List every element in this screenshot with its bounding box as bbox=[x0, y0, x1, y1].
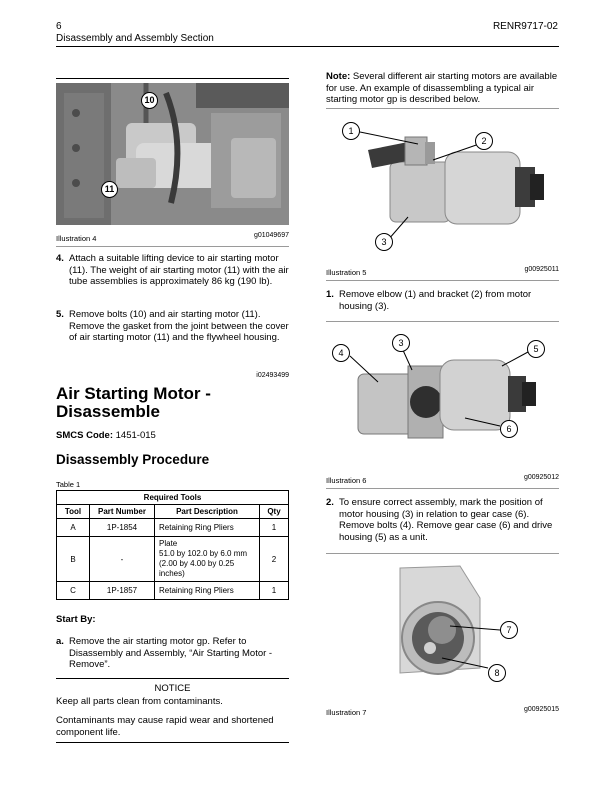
notice-top-rule bbox=[56, 678, 289, 679]
callout-3: 3 bbox=[375, 233, 393, 251]
step-5-number: 5. bbox=[56, 309, 64, 320]
table-caption: Table 1 bbox=[56, 480, 81, 489]
starter-motor-art-5 bbox=[330, 112, 555, 254]
table-row bbox=[57, 519, 289, 537]
cell-qty: 2 bbox=[260, 537, 289, 582]
callout-6: 6 bbox=[500, 420, 518, 438]
col-header-tool: Tool bbox=[57, 505, 90, 519]
illustration5-photo bbox=[330, 112, 555, 254]
engine-photo-art bbox=[56, 83, 289, 225]
note-paragraph bbox=[326, 71, 559, 106]
illustration4-top-rule bbox=[56, 78, 289, 79]
step-5 bbox=[56, 309, 289, 357]
illustration6-top-rule bbox=[326, 321, 559, 322]
illustration7-caption bbox=[326, 708, 559, 718]
callout-4: 4 bbox=[332, 344, 350, 362]
illustration7-label: Illustration 7 bbox=[326, 708, 367, 717]
note-text: Several different air starting motors are available for use. An example of disassembling a typical air starting motor gp is described below. bbox=[326, 71, 558, 105]
table-header-row bbox=[57, 505, 289, 519]
smcs-value: 1451-015 bbox=[115, 430, 156, 441]
cell-part-number: - bbox=[90, 537, 155, 582]
callout-2: 2 bbox=[475, 132, 493, 150]
callout-7: 7 bbox=[500, 621, 518, 639]
illustration5-caption bbox=[326, 268, 559, 278]
step-a-number: a. bbox=[56, 636, 64, 647]
notice-title: NOTICE bbox=[154, 683, 191, 694]
notice-bottom-rule bbox=[56, 742, 289, 743]
table-title: Required Tools bbox=[57, 491, 289, 505]
cell-description bbox=[155, 537, 260, 582]
required-tools-table bbox=[56, 490, 289, 600]
illustration7-top-rule bbox=[326, 553, 559, 554]
reference-id: i02493499 bbox=[256, 372, 289, 379]
step-1-text: Remove elbow (1) and bracket (2) from motor housing (3). bbox=[339, 289, 532, 312]
desc-line: 51.0 by 102.0 by 6.0 mm bbox=[159, 549, 248, 558]
start-by-label: Start By: bbox=[56, 614, 96, 625]
table-row bbox=[57, 537, 289, 582]
step-a-text: Remove the air starting motor gp. Refer to Disassembly and Assembly, “Air Starting Motor - Remove”. bbox=[69, 636, 273, 670]
col-header-part-description: Part Description bbox=[155, 505, 260, 519]
step-2-text: To ensure correct assembly, mark the position of motor housing (3) in relation to gear case (6). Remove bolts (4). Remove gear case (6) and drive housing (5) as a unit. bbox=[339, 497, 553, 543]
desc-line: inches) bbox=[159, 569, 185, 578]
illustration6-photo bbox=[330, 326, 555, 460]
section-heading-line2: Disassemble bbox=[56, 402, 160, 421]
section-title: Disassembly and Assembly Section bbox=[56, 33, 214, 44]
table-title-row bbox=[57, 491, 289, 505]
cell-tool: A bbox=[57, 519, 90, 537]
col-header-qty: Qty bbox=[260, 505, 289, 519]
illustration6-caption bbox=[326, 476, 559, 486]
cell-part-number: 1P-1857 bbox=[90, 582, 155, 600]
step-5-text: Remove bolts (10) and air starting motor (11). Remove the gasket from the joint between the cover of air starting motor (11) and the flywheel housing. bbox=[69, 309, 289, 343]
notice-line2: Contaminants may cause rapid wear and shortened component life. bbox=[56, 715, 274, 738]
illustration6-label: Illustration 6 bbox=[326, 476, 367, 485]
cell-description: Retaining Ring Pliers bbox=[155, 519, 260, 537]
desc-line: (2.00 by 4.00 by 0.25 bbox=[159, 559, 235, 568]
callout-11: 11 bbox=[101, 181, 118, 198]
header-rule bbox=[56, 46, 559, 47]
smcs-label: SMCS Code: bbox=[56, 430, 113, 441]
illustration4-photo bbox=[56, 83, 289, 225]
cell-description: Retaining Ring Pliers bbox=[155, 582, 260, 600]
procedure-heading: Disassembly Procedure bbox=[56, 452, 210, 467]
smcs-code bbox=[56, 430, 156, 442]
illustration6-bottom-rule bbox=[326, 488, 559, 489]
step-1 bbox=[326, 289, 559, 313]
illustration5-code: g00925011 bbox=[524, 266, 559, 273]
illustration7-code: g00925015 bbox=[523, 706, 559, 713]
notice-line1: Keep all parts clean from contaminants. bbox=[56, 696, 223, 707]
step-4-number: 4. bbox=[56, 253, 64, 264]
illustration5-bottom-rule bbox=[326, 280, 559, 281]
illustration4-caption bbox=[56, 234, 289, 244]
step-2 bbox=[326, 497, 559, 545]
document-id: RENR9717-02 bbox=[492, 21, 558, 32]
illustration7-photo bbox=[330, 558, 555, 693]
note-label: Note: bbox=[326, 71, 351, 82]
illustration5-label: Illustration 5 bbox=[326, 268, 367, 277]
illustration5-top-rule bbox=[326, 108, 559, 109]
cell-tool: C bbox=[57, 582, 90, 600]
cell-part-number: 1P-1854 bbox=[90, 519, 155, 537]
callout-1: 1 bbox=[342, 122, 360, 140]
gear-case-art-7 bbox=[330, 558, 555, 693]
cell-qty: 1 bbox=[260, 519, 289, 537]
cell-tool: B bbox=[57, 537, 90, 582]
page-number: 6 bbox=[56, 21, 62, 32]
section-heading-line1: Air Starting Motor - bbox=[56, 384, 211, 403]
col-header-part-number: Part Number bbox=[90, 505, 155, 519]
step-1-number: 1. bbox=[326, 289, 334, 300]
step-a bbox=[56, 636, 289, 672]
callout-5: 5 bbox=[527, 340, 545, 358]
step-4 bbox=[56, 253, 289, 301]
callout-10: 10 bbox=[141, 92, 158, 109]
illustration6-code: g00925012 bbox=[523, 474, 559, 481]
cell-qty: 1 bbox=[260, 582, 289, 600]
illustration4-label: Illustration 4 bbox=[56, 234, 97, 243]
illustration4-code: g01049697 bbox=[253, 232, 289, 239]
starter-motor-art-6 bbox=[330, 326, 555, 460]
callout-8: 8 bbox=[488, 664, 506, 682]
table-row bbox=[57, 582, 289, 600]
step-4-text: Attach a suitable lifting device to air starting motor (11). The weight of air starting motor (11) with the air tube assemblies is approximately 86 kg (190 lb). bbox=[69, 253, 289, 287]
desc-line: Plate bbox=[159, 539, 178, 548]
callout-3: 3 bbox=[392, 334, 410, 352]
illustration4-bottom-rule bbox=[56, 246, 289, 247]
step-2-number: 2. bbox=[326, 497, 334, 508]
